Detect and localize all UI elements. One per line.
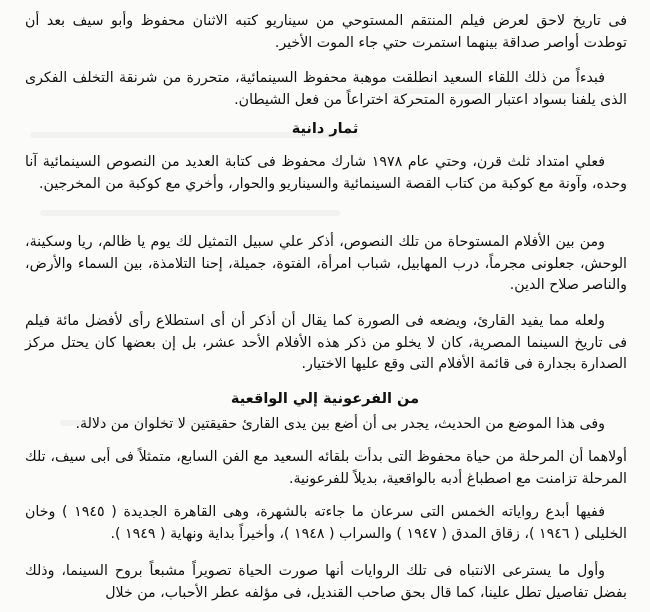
paragraph: فى تاريخ لاحق لعرض فيلم المنتقم المستوحي من سيناريو كتبه الاثنان محفوظ وأبو سيف بعد أن توطدت أواصر صداقة بينهما استمرت حتي جاء الموت الأخير. — [25, 13, 627, 51]
paragraph: فعلي امتداد ثلث قرن، وحتي عام ١٩٧٨ شارك محفوظ فى كتابة العديد من النصوص السينمائية آنا وحده، وآونة مع كوكبة من كتاب القصة السينمائية والسيناريو والحوار، وأخري مع كوكبة من المخرجين. — [25, 154, 627, 192]
paragraph: وأول ما يسترعى الانتباه فى تلك الروايات أنها صورت الحياة تصويراً مشبعاً بروح السينما، وذلك بفضل تفاصيل تطل علينا، كما قال بحق صاحب القنديل، فى مؤلفه عطر الأحباب، من خلال — [25, 563, 627, 601]
paragraph: فبدءاً من ذلك اللقاء السعيد انطلقت موهبة محفوظ السينمائية، متحررة من شرنقة التخلف الفكرى الذى يلفنا بسواد اعتبار الصورة المتحركة اختراعاً من فعل الشيطان. — [25, 70, 627, 108]
section-heading: ثمار دانية — [291, 121, 359, 137]
paragraph: ففيها أبدع رواياته الخمس التى سرعان ما جاءته بالشهرة، وهى القاهرة الجديدة ( ١٩٤٥ ) وخان الخليلى ( ١٩٤٦ )، زقاق المدق ( ١٩٤٧ ) والسراب ( ١٩٤٨ )، وأخيراً بداية ونهاية ( ١٩٤٩ ). — [25, 504, 627, 542]
paragraph: وفى هذا الموضع من الحديث، يجدر بى أن أضع بين يدى القارئ حقيقتين لا تخلوان من دلالة. — [75, 416, 605, 432]
paragraph: ولعله مما يفيد القارئ، ويضعه فى الصورة كما يقال أن أذكر أن أى استطلاع رأى لأفضل مائة فيلم فى تاريخ السينما المصرية، كان لا يخلو من ذكر هذه الأفلام الأحد عشر، بل إن بعضها كان يحتل مركز الصدارة بجدارة فى قائمة الأفلام التى وقع عليها الاختيار. — [25, 313, 627, 372]
paragraph: أولاهما أن المرحلة من حياة محفوظ التى بدأت بلقائه السعيد مع الفن السابع، متمثلاً فى أبى سيف، تلك المرحلة تزامنت مع اصطباغ أدبه بالواقعية، بديلاً للفرعونية. — [25, 449, 627, 487]
paragraph: ومن بين الأفلام المستوحاة من تلك النصوص، أذكر علي سبيل التمثيل لك يوم يا ظالم، ريا وسكينة، الوحش، جعلونى مجرماً، درب المهابيل، شباب امرأة، الفتوة، جميلة، إحنا التلامذة، بين السماء والأرض، والناصر صلاح الدين. — [25, 234, 627, 293]
section-heading: من الفرعونية إلي الواقعية — [230, 391, 420, 407]
scan-bleed-mark — [40, 210, 340, 216]
